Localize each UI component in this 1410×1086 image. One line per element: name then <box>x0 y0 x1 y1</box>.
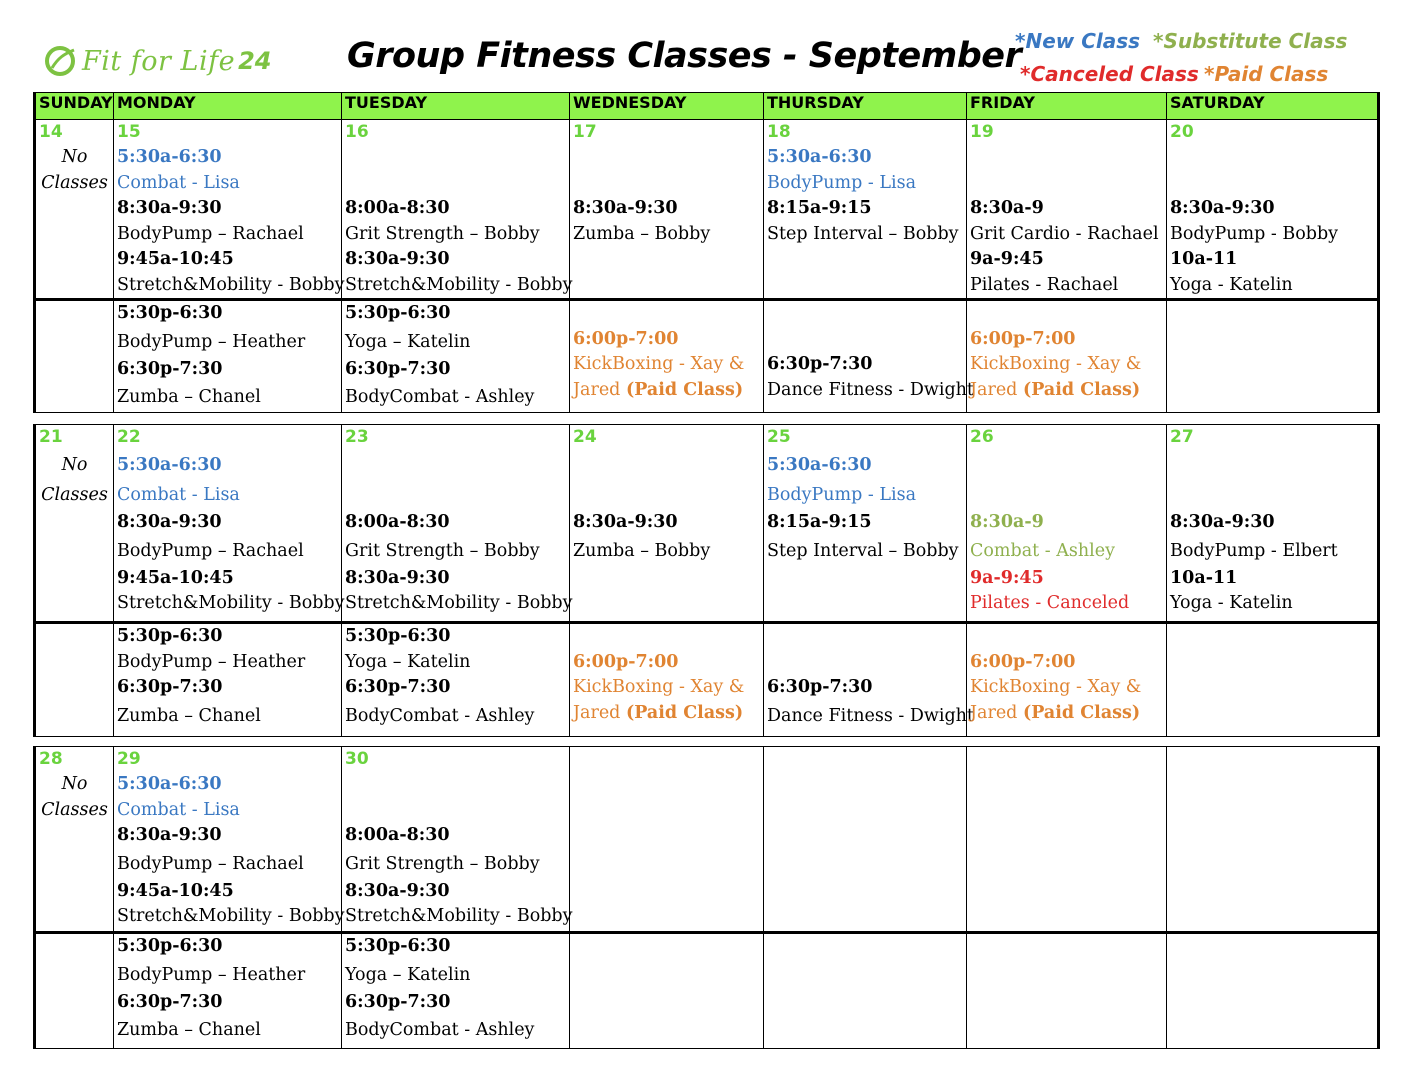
class-name: Stretch&Mobility - Bobby <box>117 906 345 926</box>
legend-new-class: *New Class <box>1015 29 1141 53</box>
class-name: Jared <box>970 702 1018 723</box>
class-time: 5:30p-6:30 <box>117 936 223 956</box>
week-2-am-row <box>35 425 1379 623</box>
date-label: 22 <box>117 427 141 447</box>
no-classes-text: No <box>61 774 88 794</box>
class-time: 8:00a-8:30 <box>345 198 450 218</box>
class-time: 6:30p-7:30 <box>117 677 223 697</box>
class-name: Combat - Lisa <box>117 172 240 193</box>
class-time: 6:30p-7:30 <box>345 677 451 697</box>
class-time: 8:30a-9:30 <box>345 567 450 588</box>
class-name: Dance Fitness - Dwight <box>767 379 974 400</box>
class-time: 5:30a-6:30 <box>117 774 222 794</box>
class-name: Pilates - Canceled <box>970 593 1130 613</box>
day-cell <box>764 623 974 737</box>
week-3-am-row <box>35 747 1379 933</box>
day-cell <box>342 425 573 623</box>
no-classes-text: No <box>61 455 88 475</box>
week-2-pm-row <box>35 623 1379 737</box>
class-time: 6:30p-7:30 <box>117 358 223 379</box>
class-time: 6:00p-7:00 <box>573 651 679 672</box>
day-cell <box>342 933 570 1049</box>
day-header-wednesday: WEDNESDAY <box>570 93 764 120</box>
date-label: 14 <box>39 122 63 142</box>
class-name: BodyPump – Heather <box>117 331 306 352</box>
day-header-row <box>35 93 1379 120</box>
day-cell <box>764 425 967 623</box>
legend-substitute-class: *Substitute Class <box>1153 29 1348 53</box>
class-name: Grit Strength – Bobby <box>345 223 540 244</box>
day-cell <box>1167 747 1379 933</box>
class-time: 6:30p-7:30 <box>767 677 873 697</box>
day-cell <box>570 933 764 1049</box>
class-time: 8:30a-9:30 <box>117 825 222 845</box>
day-cell <box>35 623 114 737</box>
class-name: BodyPump – Heather <box>117 964 306 985</box>
class-name: Dance Fitness - Dwight <box>767 705 974 726</box>
class-name: Combat - Lisa <box>117 799 240 820</box>
paid-class-tag: (Paid Class) <box>1022 379 1141 400</box>
class-name: BodyCombat - Ashley <box>345 705 535 726</box>
day-cell <box>35 933 114 1049</box>
class-time: 8:30a-9:30 <box>117 512 222 532</box>
class-time: 6:30p-7:30 <box>345 358 451 379</box>
class-name: BodyPump - Lisa <box>767 172 916 193</box>
date-label: 20 <box>1170 122 1194 142</box>
paid-class-tag: (Paid Class) <box>625 702 744 723</box>
class-time: 9:45a-10:45 <box>117 249 234 269</box>
class-name: KickBoxing - Xay & <box>970 354 1142 374</box>
class-name: BodyPump – Rachael <box>117 223 304 244</box>
class-name: Grit Strength – Bobby <box>345 853 540 874</box>
calendar-week-3 <box>33 746 1380 1049</box>
day-cell <box>1167 623 1379 737</box>
class-name: Zumba – Chanel <box>117 1020 261 1040</box>
date-label: 28 <box>39 749 63 769</box>
class-name: BodyPump - Lisa <box>767 485 916 505</box>
class-time: 9a-9:45 <box>970 567 1044 588</box>
day-cell <box>967 425 1167 623</box>
class-name: KickBoxing - Xay & <box>970 677 1142 697</box>
day-cell <box>967 120 1167 300</box>
day-cell <box>1167 933 1379 1049</box>
day-header-monday: MONDAY <box>114 93 342 120</box>
day-cell <box>967 300 1167 413</box>
class-name: BodyPump - Elbert <box>1170 540 1338 561</box>
day-header-tuesday: TUESDAY <box>342 93 570 120</box>
week-1-am-row <box>35 120 1379 300</box>
class-time: 5:30p-6:30 <box>117 626 223 646</box>
class-name: Jared <box>970 379 1018 400</box>
no-classes-text: Classes <box>41 799 108 820</box>
day-cell <box>35 425 114 623</box>
class-name: Yoga - Katelin <box>1170 593 1293 613</box>
page-title: Group Fitness Classes - September <box>347 36 1022 76</box>
date-label: 15 <box>117 122 141 142</box>
class-time: 8:30a-9 <box>970 512 1044 532</box>
day-cell <box>570 623 764 737</box>
class-time: 8:15a-9:15 <box>767 198 872 218</box>
class-time: 8:15a-9:15 <box>767 512 872 532</box>
day-cell <box>570 747 764 933</box>
class-time: 9a-9:45 <box>970 249 1044 269</box>
day-cell <box>35 747 114 933</box>
day-cell <box>35 120 114 300</box>
day-cell <box>764 300 974 413</box>
class-name: Yoga – Katelin <box>345 651 471 672</box>
no-classes-text: Classes <box>41 172 108 193</box>
date-label: 30 <box>345 749 369 769</box>
class-time: 5:30p-6:30 <box>345 303 451 323</box>
week-1-pm-row <box>35 300 1379 413</box>
day-cell <box>114 933 342 1049</box>
class-name: Zumba – Bobby <box>573 223 711 244</box>
class-name: Zumba – Chanel <box>117 387 261 407</box>
class-name: Step Interval – Bobby <box>767 540 959 561</box>
day-cell <box>570 300 764 413</box>
date-label: 27 <box>1170 427 1194 447</box>
class-name: Step Interval – Bobby <box>767 223 959 244</box>
paid-class-tag: (Paid Class) <box>1022 702 1141 723</box>
class-name: Jared <box>573 702 621 723</box>
class-name: BodyCombat - Ashley <box>345 387 535 407</box>
calendar-week-2 <box>33 424 1380 737</box>
day-cell <box>342 747 573 933</box>
class-name: KickBoxing - Xay & <box>573 354 745 374</box>
class-name: Yoga – Katelin <box>345 964 471 985</box>
logo-number: 24 <box>238 47 272 75</box>
class-name: Zumba – Chanel <box>117 705 261 726</box>
day-cell <box>764 933 967 1049</box>
class-name: Grit Cardio - Rachael <box>970 223 1159 244</box>
day-cell <box>114 425 345 623</box>
day-cell <box>114 747 345 933</box>
day-header-friday: FRIDAY <box>967 93 1167 120</box>
day-cell <box>35 300 114 413</box>
class-time: 6:30p-7:30 <box>345 991 451 1012</box>
class-time: 6:00p-7:00 <box>970 328 1076 349</box>
class-time: 5:30a-6:30 <box>767 147 872 167</box>
day-cell <box>764 747 967 933</box>
date-label: 18 <box>767 122 791 142</box>
class-time: 8:00a-8:30 <box>345 512 450 532</box>
class-time: 8:30a-9:30 <box>345 249 450 269</box>
class-time: 10a-11 <box>1170 567 1238 588</box>
date-label: 24 <box>573 427 597 447</box>
day-cell <box>342 120 573 300</box>
date-label: 25 <box>767 427 791 447</box>
calendar-week-1 <box>33 92 1380 413</box>
class-time: 8:30a-9 <box>970 198 1044 218</box>
day-header-sunday: SUNDAY <box>35 93 114 120</box>
date-label: 23 <box>345 427 369 447</box>
class-time: 8:30a-9:30 <box>1170 198 1275 218</box>
class-time: 8:30a-9:30 <box>573 512 678 532</box>
class-time: 10a-11 <box>1170 249 1238 269</box>
logo-swoosh-icon <box>44 44 78 78</box>
date-label: 26 <box>970 427 994 447</box>
class-time: 5:30a-6:30 <box>117 147 222 167</box>
week-3-pm-row <box>35 933 1379 1049</box>
day-cell <box>764 120 967 300</box>
logo <box>44 44 271 78</box>
class-time: 9:45a-10:45 <box>117 567 234 588</box>
class-time: 5:30p-6:30 <box>345 936 451 956</box>
class-time: 5:30a-6:30 <box>767 455 872 475</box>
class-name: BodyPump - Bobby <box>1170 223 1339 244</box>
class-time: 5:30p-6:30 <box>117 303 223 323</box>
class-name: Stretch&Mobility - Bobby <box>117 593 345 613</box>
class-name: Yoga - Katelin <box>1170 274 1293 295</box>
day-header-saturday: SATURDAY <box>1167 93 1379 120</box>
date-label: 19 <box>970 122 994 142</box>
day-cell <box>1167 425 1379 623</box>
class-name: Jared <box>573 379 621 400</box>
class-name: KickBoxing - Xay & <box>573 677 745 697</box>
day-cell <box>570 425 764 623</box>
class-name: BodyPump – Rachael <box>117 540 304 561</box>
class-name: Stretch&Mobility - Bobby <box>345 906 573 926</box>
class-name: BodyPump – Rachael <box>117 853 304 874</box>
class-time: 8:30a-9:30 <box>345 880 450 901</box>
day-cell <box>342 300 570 413</box>
class-name: Combat - Ashley <box>970 540 1115 561</box>
day-cell <box>1167 300 1379 413</box>
class-name: Combat - Lisa <box>117 485 240 505</box>
day-cell <box>114 300 342 413</box>
class-time: 8:00a-8:30 <box>345 825 450 845</box>
class-time: 8:30a-9:30 <box>1170 512 1275 532</box>
day-cell <box>967 623 1167 737</box>
class-name: Yoga – Katelin <box>345 331 471 352</box>
page-header <box>0 0 1410 92</box>
date-label: 29 <box>117 749 141 769</box>
no-classes-text: No <box>61 147 88 167</box>
class-time: 6:00p-7:00 <box>573 328 679 349</box>
day-cell <box>1167 120 1379 300</box>
class-name: BodyCombat - Ashley <box>345 1020 535 1040</box>
date-label: 21 <box>39 427 63 447</box>
day-cell <box>342 623 570 737</box>
class-name: Stretch&Mobility - Bobby <box>345 274 573 295</box>
date-label: 16 <box>345 122 369 142</box>
class-name: Grit Strength – Bobby <box>345 540 540 561</box>
class-time: 8:30a-9:30 <box>117 198 222 218</box>
class-time: 6:30p-7:30 <box>767 354 873 374</box>
class-time: 6:30p-7:30 <box>117 991 223 1012</box>
legend-canceled-class: *Canceled Class <box>1020 62 1199 86</box>
class-time: 9:45a-10:45 <box>117 880 234 901</box>
class-name: Pilates - Rachael <box>970 274 1119 295</box>
class-time: 5:30p-6:30 <box>345 626 451 646</box>
paid-class-tag: (Paid Class) <box>625 379 744 400</box>
day-cell <box>967 933 1167 1049</box>
legend-paid-class: *Paid Class <box>1204 62 1329 86</box>
day-cell <box>114 120 345 300</box>
class-time: 8:30a-9:30 <box>573 198 678 218</box>
day-cell <box>570 120 764 300</box>
day-cell <box>114 623 342 737</box>
day-cell <box>967 747 1167 933</box>
no-classes-text: Classes <box>41 485 108 505</box>
class-time: 5:30a-6:30 <box>117 455 222 475</box>
logo-text: Fit for Life <box>82 45 236 77</box>
date-label: 17 <box>573 122 597 142</box>
class-name: BodyPump – Heather <box>117 651 306 672</box>
class-name: Stretch&Mobility - Bobby <box>117 274 345 295</box>
class-name: Zumba – Bobby <box>573 540 711 561</box>
day-header-thursday: THURSDAY <box>764 93 967 120</box>
class-name: Stretch&Mobility - Bobby <box>345 593 573 613</box>
class-time: 6:00p-7:00 <box>970 651 1076 672</box>
